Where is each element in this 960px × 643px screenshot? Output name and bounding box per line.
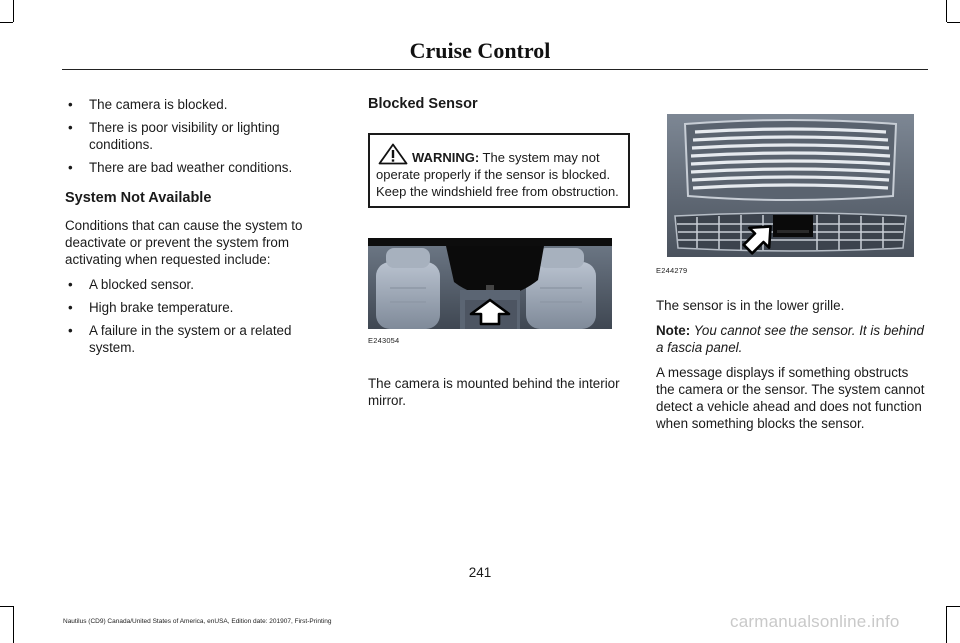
page-number: 241 — [468, 565, 492, 580]
camera-location-illustration — [368, 238, 612, 329]
warning-label: WARNING: — [412, 150, 480, 165]
camera-caption: The camera is mounted behind the interior mirror. — [368, 376, 620, 408]
column-1 — [65, 96, 320, 362]
list-item: • The camera is blocked. — [65, 96, 320, 113]
crop-mark — [946, 606, 947, 643]
warning-box — [368, 133, 630, 208]
bullet-list-top — [65, 96, 320, 176]
column-3 — [656, 114, 928, 440]
column-2 — [368, 96, 630, 417]
warning-text: The system may not operate properly if the sensor is blocked. Keep the windshield free from obstruction. — [376, 150, 619, 199]
crop-mark — [946, 0, 947, 22]
header-rule — [62, 69, 928, 70]
obstruction-message-paragraph: A message displays if something obstructs the camera or the sensor. The system cannot detect a vehicle ahead and does not function when something blocks the sensor. — [656, 365, 925, 431]
list-item: • There are bad weather conditions. — [65, 159, 320, 176]
page-title: Cruise Control — [409, 38, 551, 63]
crop-mark — [13, 0, 14, 22]
note-label: Note: — [656, 323, 691, 338]
sensor-location-paragraph: The sensor is in the lower grille. — [656, 298, 845, 313]
grille-sensor-illustration — [667, 114, 914, 257]
edition-footer: Nautilus (CD9) Canada/United States of America, enUSA, Edition date: 201907, First-Printing — [63, 618, 332, 625]
figure-code: E243054 — [368, 336, 400, 345]
crop-mark — [947, 22, 960, 23]
section-heading-system-not-available: System Not Available — [65, 190, 212, 206]
note-text: You cannot see the sensor. It is behind a fascia panel. — [656, 323, 924, 355]
section-heading-blocked-sensor: Blocked Sensor — [368, 96, 478, 112]
warning-triangle-icon — [378, 143, 408, 165]
crop-mark — [13, 606, 14, 643]
crop-mark — [0, 22, 13, 23]
list-item: • High brake temperature. — [65, 299, 320, 316]
list-item: • There is poor visibility or lighting conditions. — [65, 119, 320, 153]
list-item: • A failure in the system or a related system. — [65, 322, 320, 356]
crop-mark — [947, 606, 960, 607]
intro-paragraph: Conditions that can cause the system to deactivate or prevent the system from activating when requested include: — [65, 218, 303, 267]
figure-code: E244279 — [656, 266, 688, 275]
figure-windshield-camera — [368, 238, 630, 349]
note-paragraph — [656, 322, 928, 356]
list-item: • A blocked sensor. — [65, 276, 320, 293]
bullet-list-bottom — [65, 276, 320, 356]
crop-mark — [0, 606, 13, 607]
figure-grille-sensor — [656, 114, 928, 279]
watermark: carmanualsonline.info — [730, 612, 900, 631]
